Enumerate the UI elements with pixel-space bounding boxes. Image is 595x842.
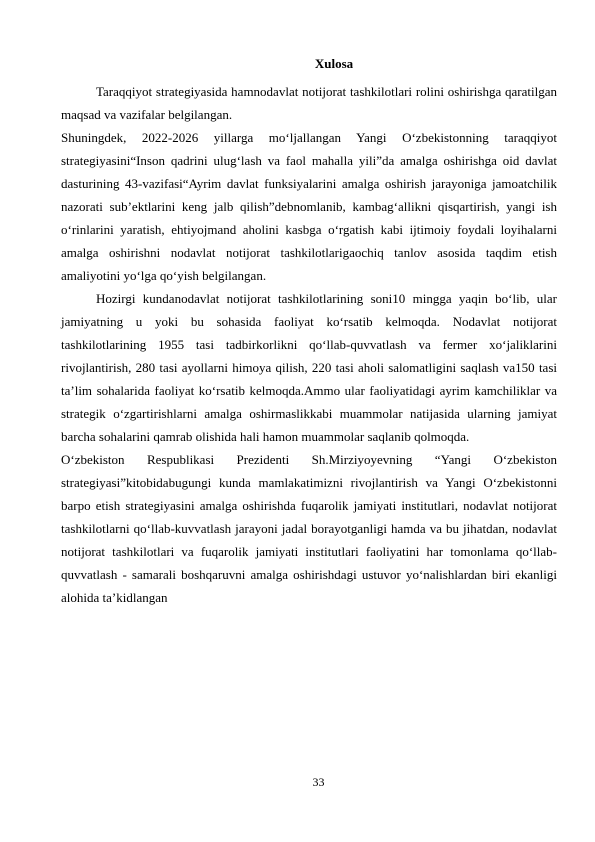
document-title: Xulosa — [314, 56, 354, 71]
document-page — [61, 56, 557, 609]
paragraph-3: Hozirgi kundanodavlat notijorat tashkilotlarining soni10 mingga yaqin bo‘lib, ular jamiyatning u yoki bu sohasida faoliyat ko‘rsatib kelmoqda. Nodavlat notijorat tashkilotlarining 1955 tasi tadbirkorlikni qo‘llab-quvvatlash va fermer xo‘jaliklarini rivojlantirish, 280 tasi ayollarni himoya qilish, 220 tasi aholi salomatligini saqlash va150 tasi ta’lim sohalarida faoliyat ko‘rsatib kelmoqda.Ammo ular faoliyatidagi ayrim kamchiliklar va strategik o‘zgartirishlarni amalga oshirmaslikkabi muammolar natijasida ularning jamiyat barcha sohalarini qamrab olishida hali hamon muammolar saqlanib qolmoqda. — [61, 291, 557, 444]
page-number: 33 — [312, 775, 325, 789]
paragraph-1: Taraqqiyot strategiyasida hamnodavlat notijorat tashkilotlari rolini oshirishga qaratilgan maqsad va vazifalar belgilangan. — [61, 84, 557, 122]
paragraph-4: O‘zbekiston Respublikasi Prezidenti Sh.Mirziyoyevning “Yangi O‘zbekiston strategiyasi”kitobidabugungi kunda mamlakatimizni rivojlantirish va Yangi O‘zbekistonni barpo etish strategiyasini amalga oshirishda fuqarolik jamiyati institutlari, nodavlat notijorat tashkilotlarni qo‘llab-kuvvatlash jarayoni jadal borayotganligi hamda va bu jihatdan, nodavlat notijorat tashkilotlari va fuqarolik jamiyati institutlari faoliyatini har tomonlama qo‘llab-quvvatlash - samarali boshqaruvni amalga oshirishdagi ustuvor yo‘nalishlardan biri ekanligi alohida ta’kidlangan — [61, 452, 557, 605]
paragraph-2: Shuningdek, 2022-2026 yillarga mo‘ljallangan Yangi O‘zbekistonning taraqqiyot strategiyasini“Inson qadrini ulug‘lash va faol mahalla yili”da amalga oshirishga oid davlat dasturining 43-vazifasi“Ayrim davlat funksiyalarini amalga oshirish jarayoniga jamoatchilik nazorati sub’ektlarini keng jalb qilish”debnomlanib, kambag‘allikni qisqartirish, yangi ish o‘rinlarini yaratish, ehtiyojmand aholini kasbga o‘rgatish kabi ijtimoiy foydali loyihalarni amalga oshirishni nodavlat notijorat tashkilotlarigaochiq tanlov asosida taqdim etish amaliyotini yo‘lga qo‘yish belgilangan. — [61, 130, 557, 283]
